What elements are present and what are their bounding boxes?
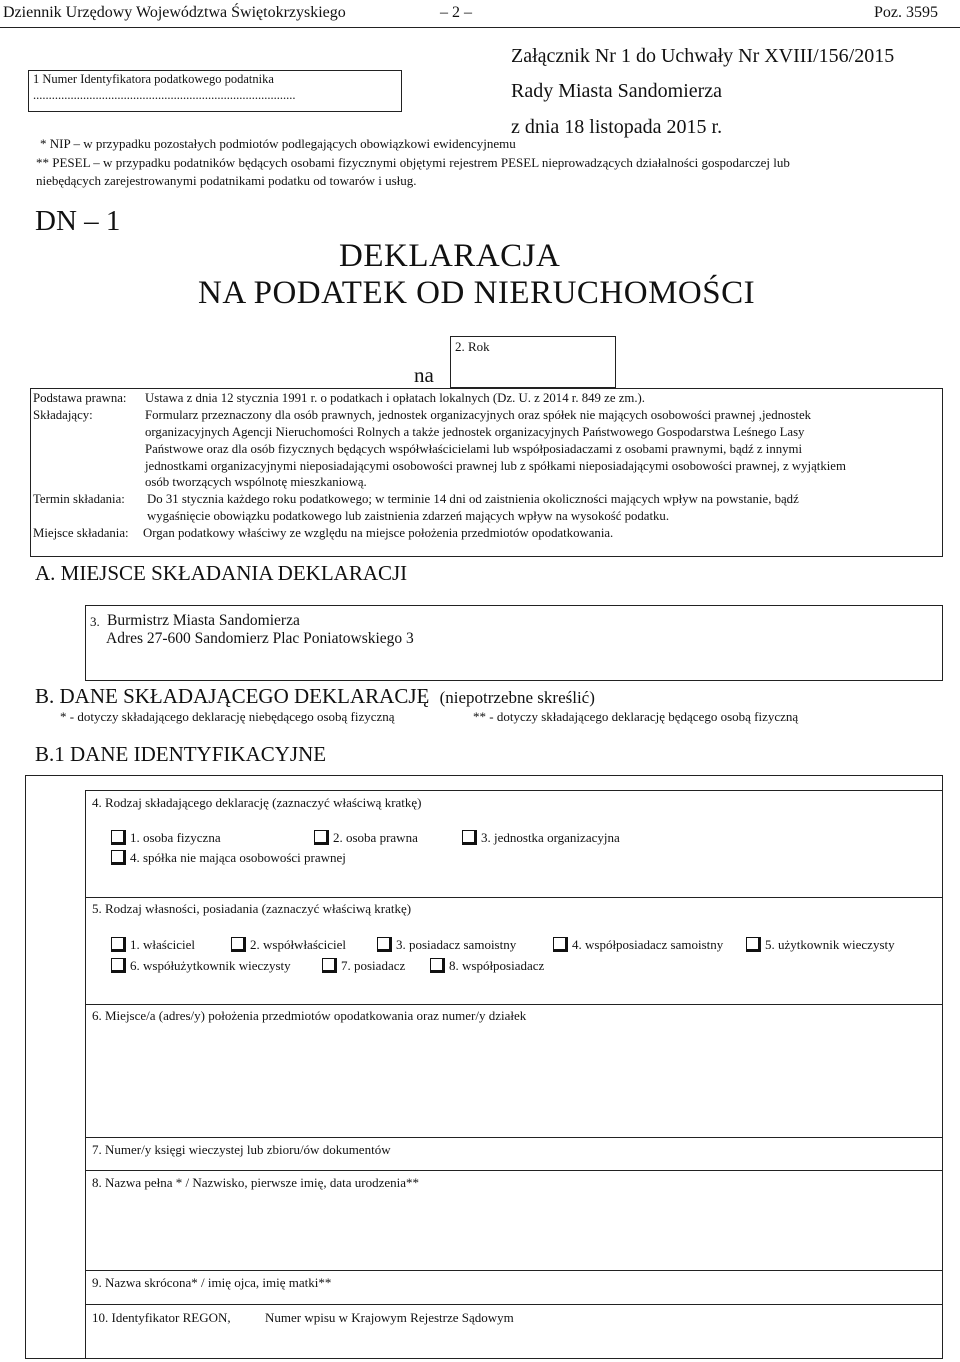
pesel-note-1: ** PESEL – w przypadku podatników będących osobami fizycznymi objętymi rejestrem PESEL nieprowadzących działalności gospodarczej lub — [36, 155, 790, 170]
deadline-text-2: wygaśnięcie obowiązku podatkowego lub zaistnienia zdarzeń mających wpływ na wysokość podatku. — [147, 509, 670, 523]
title-line-1: DEKLARACJA — [339, 238, 561, 274]
place-label: Miejsce składania: — [33, 526, 129, 540]
tax-authority: Burmistrz Miasta Sandomierza — [107, 612, 300, 629]
field9-label[interactable]: 9. Nazwa skrócona* / imię ojca, imię matki** — [92, 1275, 332, 1290]
checkbox-icon — [111, 937, 124, 950]
place-text: Organ podatkowy właściwy ze względu na miejsce położenia przedmiotów opodatkowania. — [143, 526, 614, 540]
checkbox-icon — [462, 830, 475, 843]
option-osoba-prawna[interactable] — [314, 830, 418, 846]
filer-text-1: Formularz przeznaczony dla osób prawnych, jednostek organizacyjnych oraz spółek nie mających osobowości prawnej ,jednostek — [145, 408, 812, 422]
section-b-title-note: (niepotrzebne skreślić) — [439, 688, 595, 707]
annex-line-2: Rady Miasta Sandomierza — [511, 80, 723, 102]
filer-text-4: jednostkami organizacyjnymi nieposiadającymi osobowości prawnej lub z spółkami nieposiadającymi osobowości prawnej, z wyjątkiem — [145, 459, 846, 473]
field10-regon-label[interactable]: 10. Identyfikator REGON, — [92, 1310, 231, 1325]
annex-line-3: z dnia 18 listopada 2015 r. — [511, 116, 723, 138]
option-uzytkownik-wieczysty[interactable] — [746, 937, 895, 953]
field4-label: 4. Rodzaj składającego deklarację (zaznaczyć właściwą kratkę) — [92, 795, 422, 810]
field6-label[interactable]: 6. Miejsce/a (adres/y) położenia przedmiotów opodatkowania oraz numer/y działek — [92, 1008, 527, 1023]
option-label: 3. posiadacz samoistny — [396, 937, 517, 952]
year-box[interactable] — [450, 336, 616, 388]
option-wlasciciel[interactable] — [111, 937, 195, 953]
checkbox-icon — [746, 937, 759, 950]
field9-top-rule — [85, 1270, 943, 1271]
filer-text-3: Państwowe oraz dla osób fizycznych będących współwłaścicielami lub współposiadaczami z osobami prawnymi, bądź z innymi — [145, 442, 803, 456]
checkbox-icon — [322, 958, 335, 971]
pesel-note-2: niebędących zarejestrowanymi podatnikami podatku od towarów i usług. — [36, 173, 417, 188]
option-label: 2. osoba prawna — [333, 830, 418, 845]
checkbox-icon — [377, 937, 390, 950]
option-label: 4. współposiadacz samoistny — [572, 937, 724, 952]
field8-top-rule — [85, 1170, 943, 1171]
nip-note: * NIP – w przypadku pozostałych podmiotów podlegających obowiązkowi ewidencyjnemu — [40, 136, 516, 151]
checkbox-icon — [111, 958, 124, 971]
year-label: 2. Rok — [455, 339, 490, 354]
section-b-note-left: * - dotyczy składającego deklarację niebędącego osobą fizyczną — [60, 709, 395, 724]
filer-label: Składający: — [33, 408, 93, 422]
option-label: 3. jednostka organizacyjna — [481, 830, 620, 845]
checkbox-icon — [430, 958, 443, 971]
option-spolka[interactable] — [111, 850, 346, 866]
option-label: 1. osoba fizyczna — [130, 830, 221, 845]
authority-address: Adres 27-600 Sandomierz Plac Poniatowskiego 3 — [106, 630, 414, 647]
tax-id-dots: .................................................................................... — [33, 88, 296, 102]
checkbox-icon — [231, 937, 244, 950]
legal-basis-text: Ustawa z dnia 12 stycznia 1991 r. o podatkach i opłatach lokalnych (Dz. U. z 2014 r. 849 ze zm.). — [145, 391, 645, 405]
field6-top-rule — [85, 1004, 943, 1005]
field5-top-rule — [85, 897, 943, 898]
option-wspolposiadacz[interactable] — [430, 958, 544, 974]
deadline-text-1: Do 31 stycznia każdego roku podatkowego; w terminie 14 dni od zaistnienia okoliczności mających wpływ na powstanie, bądź — [147, 492, 799, 506]
field8-label[interactable]: 8. Nazwa pełna * / Nazwisko, pierwsze imię, data urodzenia** — [92, 1175, 420, 1190]
section-b1-title: B.1 DANE IDENTYFIKACYJNE — [35, 742, 327, 766]
checkbox-icon — [314, 830, 327, 843]
option-label: 1. właściciel — [130, 937, 195, 952]
section-b-title — [35, 684, 595, 709]
option-label: 5. użytkownik wieczysty — [765, 937, 895, 952]
option-label: 2. współwłaściciel — [250, 937, 347, 952]
option-osoba-fizyczna[interactable] — [111, 830, 221, 846]
section-a-num: 3. — [90, 614, 100, 629]
option-posiadacz[interactable] — [322, 958, 405, 974]
field10-krs-label[interactable]: Numer wpisu w Krajowym Rejestrze Sądowym — [265, 1310, 514, 1325]
position-number: Poz. 3595 — [874, 4, 938, 21]
option-label: 7. posiadacz — [341, 958, 406, 973]
deadline-label: Termin składania: — [33, 492, 125, 506]
option-wspoluzytkownik-wieczysty[interactable] — [111, 958, 291, 974]
option-label: 4. spółka nie mająca osobowości prawnej — [130, 850, 346, 865]
na-word: na — [414, 363, 434, 387]
filer-text-5: osób tworzących wspólnotę mieszkaniową. — [145, 475, 367, 489]
field7-label[interactable]: 7. Numer/y księgi wieczystej lub zbioru/ów dokumentów — [92, 1142, 391, 1157]
section-a-box[interactable] — [85, 605, 943, 681]
title-line-2: NA PODATEK OD NIERUCHOMOŚCI — [198, 275, 756, 311]
section-a-title: A. MIEJSCE SKŁADANIA DEKLARACJI — [35, 561, 408, 585]
checkbox-icon — [111, 850, 124, 863]
tax-id-label: 1 Numer Identyfikatora podatkowego podatnika — [33, 72, 274, 86]
annex-line-1: Załącznik Nr 1 do Uchwały Nr XVIII/156/2015 — [511, 45, 895, 67]
field10-top-rule — [85, 1304, 943, 1305]
option-wspolposiadacz-samoistny[interactable] — [553, 937, 723, 953]
option-posiadacz-samoistny[interactable] — [377, 937, 516, 953]
option-wspolwlasciciel[interactable] — [231, 937, 346, 953]
checkbox-icon — [111, 830, 124, 843]
field5-label: 5. Rodzaj własności, posiadania (zaznaczyć właściwą kratkę) — [92, 901, 412, 916]
checkbox-icon — [553, 937, 566, 950]
page-marker: – 2 – — [440, 4, 472, 21]
section-b-title-text: B. DANE SKŁADAJĄCEGO DEKLARACJĘ — [35, 684, 430, 708]
form-code: DN – 1 — [35, 205, 121, 237]
field7-top-rule — [85, 1137, 943, 1138]
header-rule — [0, 27, 960, 28]
section-b-note-right: ** - dotyczy składającego deklarację będącego osobą fizyczną — [473, 709, 799, 724]
option-jednostka-organizacyjna[interactable] — [462, 830, 620, 846]
option-label: 8. współposiadacz — [449, 958, 545, 973]
tax-id-box[interactable] — [28, 70, 402, 112]
option-label: 6. współużytkownik wieczysty — [130, 958, 291, 973]
filer-text-2: organizacyjnych Agencji Nieruchomości Rolnych a także jednostek organizacyjnych Państwowego Gospodarstwa Leśnego Lasy — [145, 425, 805, 439]
journal-title: Dziennik Urzędowy Województwa Świętokrzyskiego — [3, 4, 346, 21]
legal-basis-label: Podstawa prawna: — [33, 391, 127, 405]
